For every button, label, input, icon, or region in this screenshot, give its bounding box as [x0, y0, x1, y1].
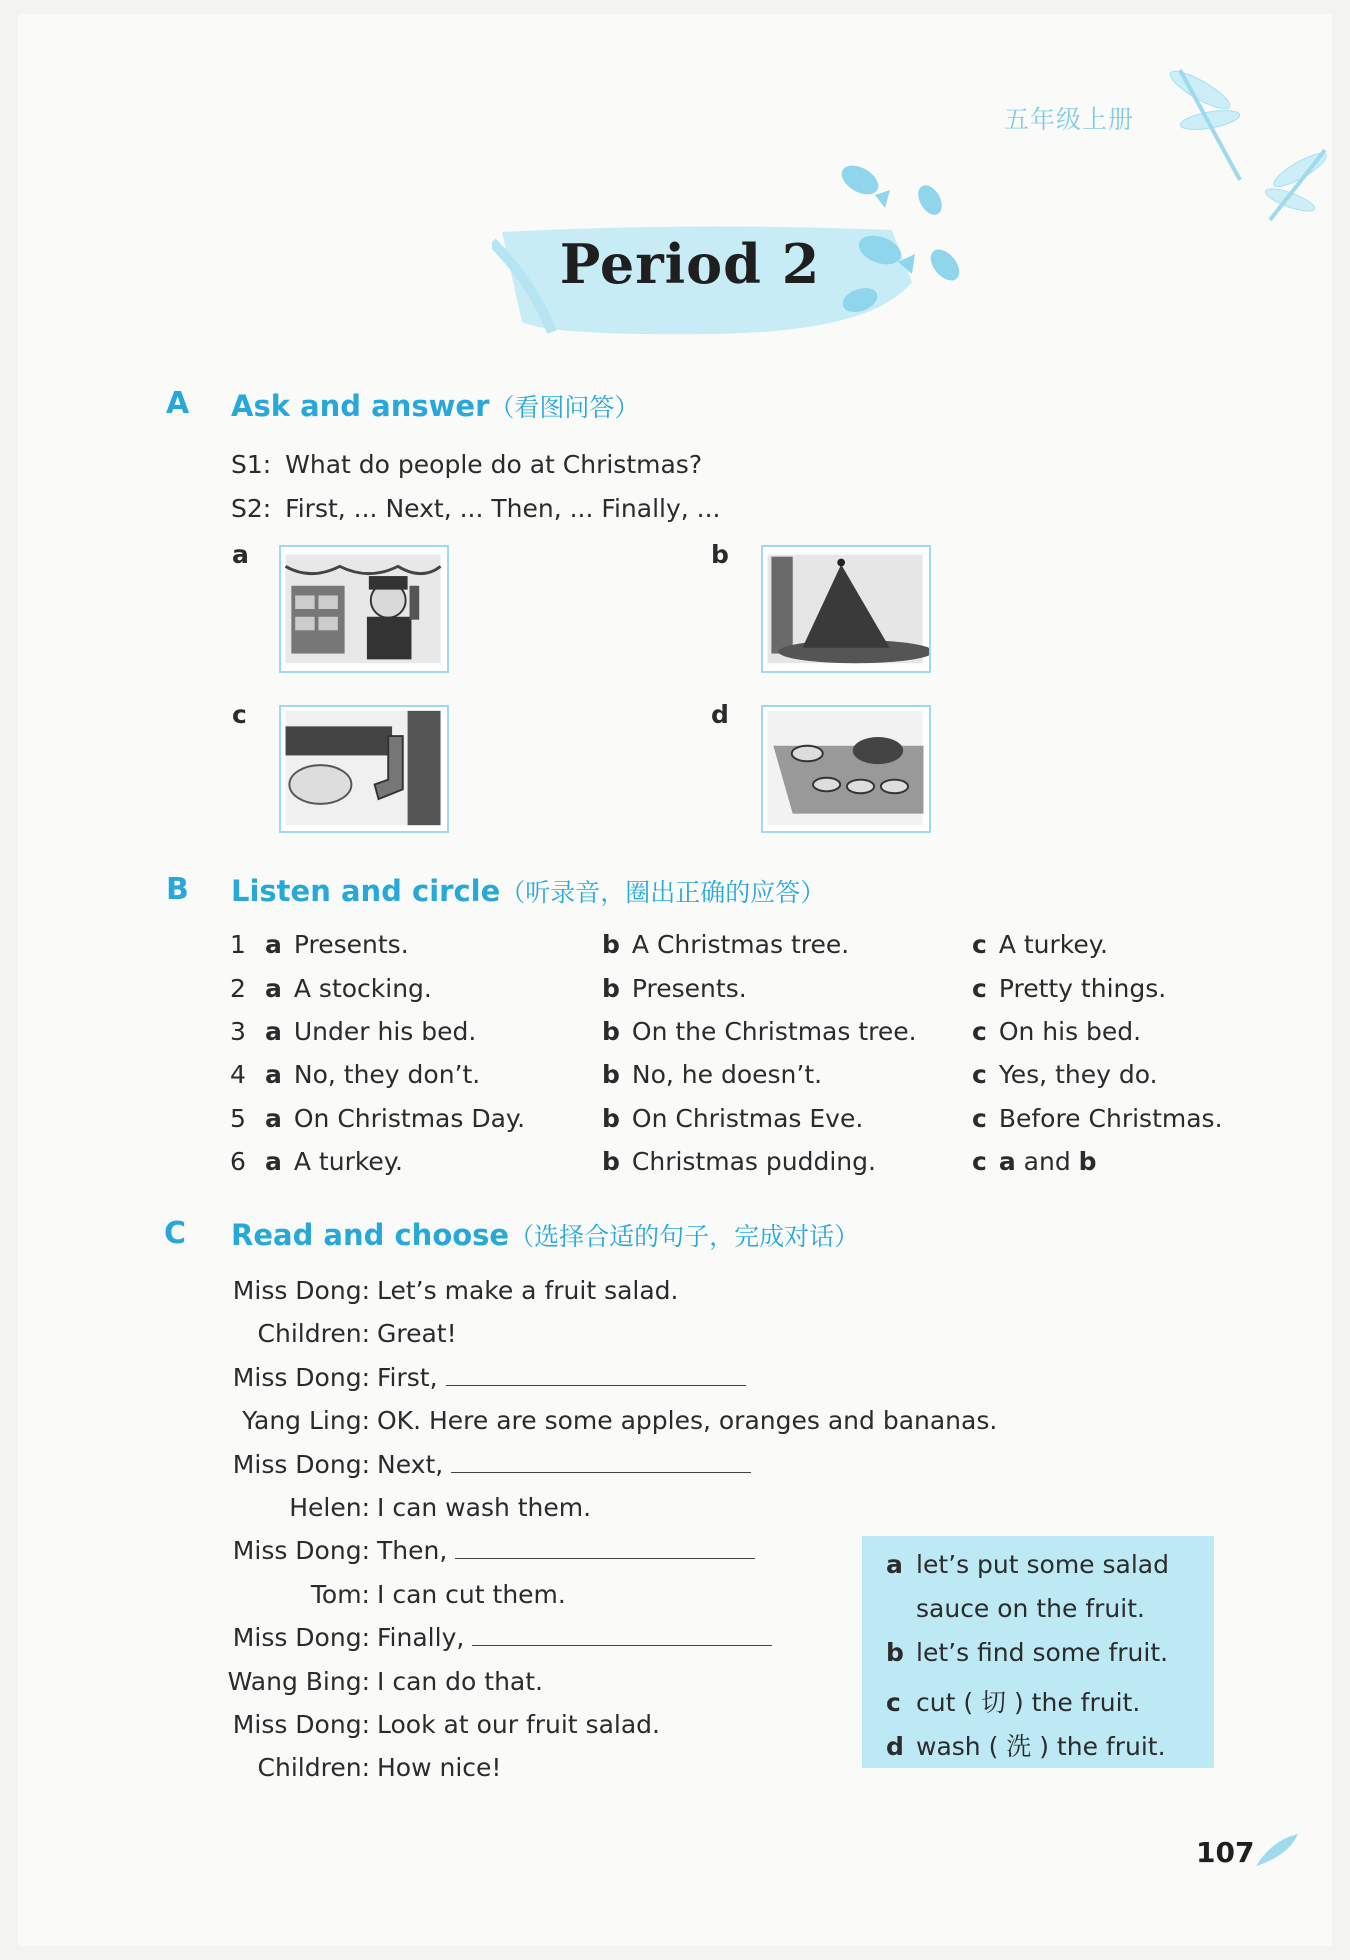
- option-c[interactable]: [972, 974, 1166, 1003]
- utterance-text: Next,: [377, 1450, 444, 1479]
- option-letter: a: [265, 1060, 282, 1089]
- option-text: A Christmas tree.: [631, 930, 850, 959]
- section-a-title-cn: （看图问答）: [489, 393, 640, 422]
- option-letter: a: [265, 1147, 282, 1176]
- stocking-bed-image: [279, 705, 449, 833]
- option-a[interactable]: [265, 974, 432, 1003]
- utterance: [377, 1710, 660, 1739]
- question-number: 3: [230, 1017, 246, 1046]
- option-a[interactable]: [265, 1104, 525, 1133]
- option-letter: b: [602, 974, 620, 1003]
- feather-icon: [1252, 1830, 1302, 1870]
- utterance-text: Finally,: [377, 1623, 465, 1652]
- utterance-text: I can do that.: [377, 1667, 544, 1696]
- speaker-name: Miss Dong:: [232, 1276, 370, 1305]
- utterance: [377, 1667, 543, 1696]
- page-number: 107: [1196, 1836, 1255, 1869]
- option-text: Presents.: [293, 930, 409, 959]
- choice-letter: a: [886, 1550, 903, 1579]
- utterance-text: Look at our fruit salad.: [377, 1710, 660, 1739]
- speaker-name: Children:: [257, 1753, 370, 1782]
- choice-letter: c: [886, 1688, 901, 1717]
- answer-choice: [886, 1594, 1145, 1623]
- section-b-letter: B: [166, 872, 189, 907]
- section-a-title-en: Ask and answer: [231, 389, 490, 423]
- option-letter: b: [602, 1017, 620, 1046]
- option-text: Yes, they do.: [998, 1060, 1158, 1089]
- speaker-name: Yang Ling:: [242, 1406, 370, 1435]
- option-text: No, they don’t.: [293, 1060, 481, 1089]
- choice-text: wash ( 洗 ) the fruit.: [916, 1732, 1166, 1761]
- choice-text: let’s put some salad: [916, 1550, 1169, 1579]
- option-c[interactable]: [972, 930, 1108, 959]
- option-text: A turkey.: [998, 930, 1108, 959]
- section-b-title-cn: （听录音，圈出正确的应答）: [500, 878, 826, 907]
- line-text: First, ... Next, ... Then, ... Finally, ...: [285, 494, 721, 523]
- option-letter: a: [265, 1104, 282, 1133]
- option-text: Presents.: [631, 974, 747, 1003]
- answer-choice: [886, 1550, 1169, 1579]
- santa-shop-image: [279, 545, 449, 673]
- option-b[interactable]: [602, 974, 747, 1003]
- utterance-text: Let’s make a fruit salad.: [377, 1276, 679, 1305]
- option-text-bold: b: [1078, 1147, 1097, 1176]
- option-letter: c: [972, 930, 987, 959]
- utterance-text: Great!: [377, 1319, 457, 1348]
- dragonfly-icon: [1140, 50, 1340, 230]
- option-letter: a: [265, 930, 282, 959]
- option-c[interactable]: [972, 1060, 1158, 1089]
- choice-letter: d: [886, 1732, 904, 1761]
- option-text-bold: a: [998, 1147, 1016, 1176]
- utterance-text: First,: [377, 1363, 438, 1392]
- utterance: [377, 1450, 751, 1479]
- option-a[interactable]: [265, 930, 409, 959]
- answer-choice: [886, 1638, 1168, 1667]
- answer-blank[interactable]: [446, 1363, 746, 1386]
- option-letter: b: [602, 930, 620, 959]
- speaker-name: Wang Bing:: [227, 1667, 370, 1696]
- christmas-dinner-image: [761, 705, 931, 833]
- dialogue-line-s2: [231, 494, 720, 523]
- utterance-text: I can cut them.: [377, 1580, 566, 1609]
- option-letter: c: [972, 1017, 987, 1046]
- speaker-name: Miss Dong:: [232, 1623, 370, 1652]
- utterance: [377, 1580, 566, 1609]
- section-c-title-cn: （选择合适的句子，完成对话）: [509, 1222, 860, 1251]
- speaker-name: Miss Dong:: [232, 1363, 370, 1392]
- utterance-text: OK. Here are some apples, oranges and bananas.: [377, 1406, 998, 1435]
- option-letter: c: [972, 1104, 987, 1133]
- option-text: and: [1015, 1147, 1079, 1176]
- christmas-tree-image: [761, 545, 931, 673]
- picture-label-b: b: [711, 540, 729, 569]
- section-c-title-en: Read and choose: [231, 1218, 510, 1252]
- option-a[interactable]: [265, 1060, 480, 1089]
- option-b[interactable]: [602, 1104, 863, 1133]
- option-letter: b: [602, 1060, 620, 1089]
- utterance: [377, 1623, 772, 1652]
- option-text: Before Christmas.: [998, 1104, 1223, 1133]
- section-b-title-en: Listen and circle: [231, 874, 501, 908]
- answer-blank[interactable]: [472, 1623, 772, 1646]
- speaker-name: Miss Dong:: [232, 1450, 370, 1479]
- utterance: [377, 1319, 457, 1348]
- section-c-title: [231, 1217, 859, 1253]
- utterance-text: Then,: [377, 1536, 448, 1565]
- option-text: No, he doesn’t.: [631, 1060, 823, 1089]
- answer-blank[interactable]: [455, 1536, 755, 1559]
- speaker-name: Helen:: [289, 1493, 370, 1522]
- dialogue-line-s1: [231, 450, 702, 479]
- option-c[interactable]: [972, 1104, 1223, 1133]
- utterance: [377, 1406, 997, 1435]
- answer-choice: [886, 1683, 1140, 1719]
- option-text: Christmas pudding.: [631, 1147, 876, 1176]
- option-text: A stocking.: [293, 974, 432, 1003]
- utterance: [377, 1493, 591, 1522]
- option-b[interactable]: [602, 930, 849, 959]
- option-b[interactable]: [602, 1060, 822, 1089]
- option-text: On Christmas Eve.: [631, 1104, 864, 1133]
- utterance: [377, 1363, 746, 1392]
- choice-text: sauce on the fruit.: [916, 1594, 1145, 1623]
- option-letter: a: [265, 1017, 282, 1046]
- utterance: [377, 1753, 501, 1782]
- option-letter: c: [972, 1147, 987, 1176]
- option-a[interactable]: [265, 1147, 403, 1176]
- question-number: 6: [230, 1147, 246, 1176]
- utterance: [377, 1276, 679, 1305]
- option-letter: b: [602, 1147, 620, 1176]
- question-number: 1: [230, 930, 246, 959]
- answer-blank[interactable]: [451, 1450, 751, 1473]
- question-number: 5: [230, 1104, 246, 1133]
- question-number: 2: [230, 974, 246, 1003]
- section-c-letter: C: [164, 1216, 187, 1251]
- option-text: Pretty things.: [998, 974, 1167, 1003]
- section-a-title: [231, 388, 639, 424]
- choice-text: cut ( 切 ) the fruit.: [916, 1688, 1141, 1717]
- option-c[interactable]: [972, 1147, 1097, 1176]
- option-text: On his bed.: [998, 1017, 1142, 1046]
- speaker-name: Miss Dong:: [232, 1536, 370, 1565]
- speaker-label: S2:: [231, 494, 272, 523]
- speaker-name: Miss Dong:: [232, 1710, 370, 1739]
- option-letter: c: [972, 1060, 987, 1089]
- page-title: Period 2: [559, 232, 821, 296]
- option-b[interactable]: [602, 1017, 917, 1046]
- speaker-label: S1:: [231, 450, 272, 479]
- choice-text: let’s find some fruit.: [916, 1638, 1169, 1667]
- section-b-title: [231, 873, 825, 909]
- line-text: What do people do at Christmas?: [285, 450, 703, 479]
- utterance: [377, 1536, 755, 1565]
- option-text: On the Christmas tree.: [631, 1017, 917, 1046]
- speaker-name: Tom:: [310, 1580, 370, 1609]
- picture-label-c: c: [232, 700, 247, 729]
- option-text: A turkey.: [293, 1147, 403, 1176]
- option-a[interactable]: [265, 1017, 476, 1046]
- option-text: On Christmas Day.: [293, 1104, 526, 1133]
- option-letter: c: [972, 974, 987, 1003]
- option-b[interactable]: [602, 1147, 876, 1176]
- picture-label-a: a: [232, 540, 249, 569]
- grade-label: 五年级上册: [1004, 105, 1135, 134]
- option-letter: b: [602, 1104, 620, 1133]
- question-number: 4: [230, 1060, 246, 1089]
- option-c[interactable]: [972, 1017, 1141, 1046]
- section-a-letter: A: [166, 386, 190, 421]
- picture-label-d: d: [711, 700, 729, 729]
- answer-choice: [886, 1727, 1166, 1763]
- utterance-text: How nice!: [377, 1753, 502, 1782]
- option-letter: a: [265, 974, 282, 1003]
- option-text: Under his bed.: [293, 1017, 477, 1046]
- choice-letter: b: [886, 1638, 904, 1667]
- utterance-text: I can wash them.: [377, 1493, 592, 1522]
- speaker-name: Children:: [257, 1319, 370, 1348]
